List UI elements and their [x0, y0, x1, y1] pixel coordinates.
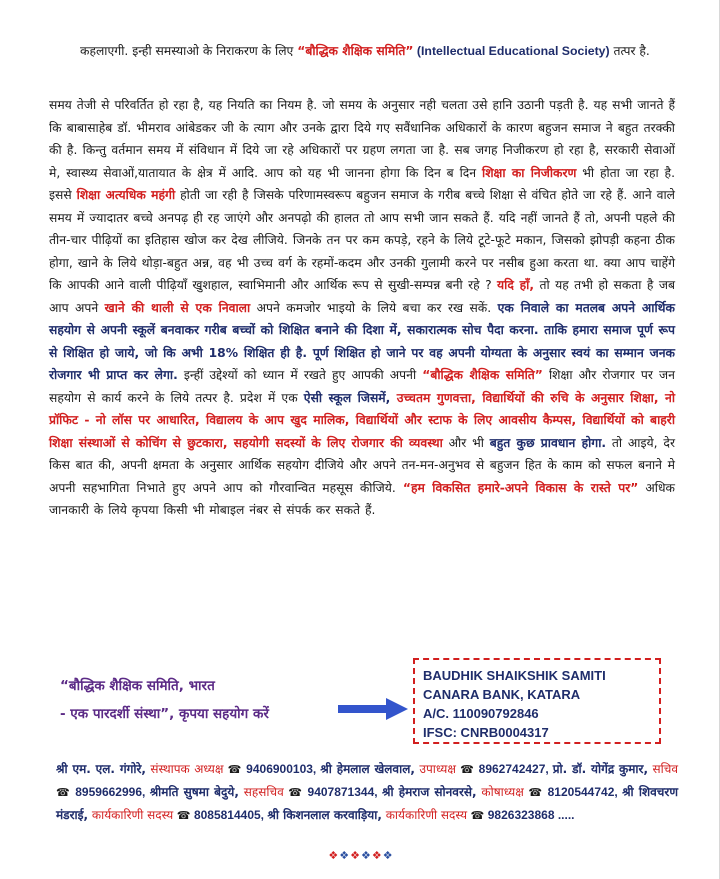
- body-text: इन्हीं उद्देश्यों को ध्यान में रखते हुए आपकी अपनी: [177, 368, 423, 382]
- highlight-yes: यदि हाँ,: [497, 278, 535, 292]
- bank-account-name: BAUDHIK SHAIKSHIK SAMITI: [423, 668, 606, 683]
- contact-phone[interactable]: 9826323868 .....: [487, 808, 575, 822]
- body-text: होती जा रही है जिसके परिणामस्वरूप बहुजन समाज के गरीब बच्चे शिक्षा से वंचित होते जा रहे हैं. आने वाले समय में ज्यादातर बच्चे अनपढ़ ही रह जाएंगे और अनपढ़ो की हालत तो आप सभी जान सकते हैं. यदि नहीं जानते हैं तो, अपनी पहले की तीन-चार पीढ़ियों का इतिहास खोज कर देख लीजिये. जिनके तन पर कम कपड़े, रहने के लिये टूटे-फूटे मकान, जिसको झोपड़ी कहना ठीक होगा, खाने के लिये थोड़ा-बहुत अन्न, वह भी उच्च वर्ग के रहमों-कदम और उनकी गुलामी करने पर नसीब हुआ करता था. क्या आप चाहेंगे कि आपकी आने वाली पीढ़ियाँ खुशहाल, स्वाभिमानी और आर्थिक रूप से सुखी-सम्पन्न बनी रहे ?: [49, 188, 675, 292]
- highlight-meaning: एक निवाले का मतलब अपने आर्थिक सहयोग से अपनी स्कूलें बनवाकर गरीब बच्चों को शिक्षित बनाने की दिशा में, सकारात्मक सोच पैदा करना. ताकि हमारा समाज पूर्ण रूप से शिक्षित हो जाये, जो कि अभी 18% शिक्षित ही है. पूर्ण शिक्षित हो जाने पर वह अपनी योग्यता के अनुसार स्वयं का सम्मान जनक रोजगार भी प्राप्त कर लेगा.: [49, 300, 675, 382]
- contact-name: श्री हेमराज सोनवरसे,: [381, 785, 477, 799]
- contact-role: कार्यकारिणी सदस्य: [381, 808, 468, 822]
- right-arrow-icon: [338, 698, 408, 720]
- contact-phone[interactable]: 8962742427,: [478, 762, 553, 776]
- contact-phone[interactable]: 8959662996,: [75, 785, 150, 799]
- contact-phone[interactable]: 8120544742,: [547, 785, 623, 799]
- highlight-org: “बौद्धिक शैक्षिक समिति”: [422, 368, 543, 382]
- contact-role: कार्यकारिणी सदस्य: [88, 808, 174, 822]
- telephone-icon: ☎: [283, 786, 308, 799]
- contact-phone[interactable]: 9406900103,: [246, 762, 321, 776]
- intro-lead: कहलाएगी. इन्ही समस्याओ के निराकरण के लिए: [80, 44, 298, 58]
- telephone-icon: ☎: [467, 809, 488, 822]
- body-text: भी होता जा रहा है. इससे: [49, 165, 675, 202]
- contact-name: श्री शिवचरण मंडराई,: [56, 785, 679, 822]
- contact-name: श्री किशनलाल करवाड़िया,: [267, 808, 382, 822]
- contact-phone[interactable]: 9407871344,: [307, 785, 382, 799]
- body-text: समय तेजी से परिवर्तित हो रहा है, यह नियति का नियम है. जो समय के अनुसार नही चलता उसे हानि उठानी पड़ती है. यह सभी जानते हैं कि बाबासाहेब डॉ. भीमराव आंबेडकर जी के त्याग और उनके द्वारा दिये गए सवैंधानिक अधिकारों के कारण बहुजन समाज ने बहुत तरक्की की है. किन्तु वर्तमान समय में संविधान में दिये जा रहे अधिकारों पर ग्रहण लगता जा है. सब जगह निजीकरण हो रहा है, सरकारी सेवाओं मे, स्वास्थ्य सेवाओं,यातायात के क्षेत्र में आदि. आप को यह भी जानना होगा कि दिन ब दिन: [49, 98, 675, 180]
- highlight-school: ऐसी स्कूल जिसमें,: [303, 390, 391, 405]
- telephone-icon: ☎: [56, 786, 76, 799]
- motto-line-2: - एक पारदर्शी संस्था”, कृपया सहयोग करें: [60, 706, 269, 722]
- telephone-icon: ☎: [223, 763, 247, 776]
- body-text: तो यह तभी हो सकता है जब आप अपने: [49, 278, 675, 315]
- body-text: अधिक जानकारी के लिये कृपया किसी भी मोबाइल नंबर से संपर्क कर सकते हैं.: [49, 480, 675, 517]
- diamond-ornament-icon: ❖❖❖❖❖❖: [328, 849, 394, 862]
- highlight-provisions: बहुत कुछ प्रावधान होगा.: [489, 435, 607, 450]
- bank-details-box: [413, 658, 661, 744]
- body-text: और भी: [442, 435, 490, 450]
- contact-role: कोषाध्यक्ष: [476, 785, 524, 799]
- body-text: तो आइये, देर किस बात की, अपनी क्षमता के अनुसार आर्थिक सहयोग दीजिये और अपने तन-मन-अनुभव से बहुजन हित के काम को सफल बनाने मे अपनी सहभागिता निभाते हुए अपने आप को गौरवान्वित महसूस कीजिये.: [49, 435, 675, 495]
- contact-name: प्रो. डॉ. योगेंद्र कुमार,: [552, 762, 649, 776]
- highlight-features: उच्चतम गुणवत्ता, विद्यार्थियों की रुचि के अनुसार शिक्षा, नो प्रॉफिट - नो लॉस पर आधारित, विद्यालय के आप खुद मालिक, विद्यार्थियों और स्टाफ के लिए आवसीय कैम्पस, विद्यार्थियों को बाहरी शिक्षा संस्थाओं से कोचिंग से छुटकारा, सहयोगी सदस्यों के लिए रोजगार की व्यवस्था: [49, 390, 675, 450]
- contact-list: [56, 758, 678, 827]
- english-name: (Intellectual Educational Society): [413, 44, 610, 58]
- bank-account-number: A/C. 110090792846: [423, 706, 539, 721]
- highlight-morsel: खाने की थाली से एक निवाला: [104, 300, 251, 315]
- org-name: “बौद्धिक शैक्षिक समिति”: [297, 44, 414, 58]
- contact-name: श्री हेमलाल खेलवाल,: [320, 762, 415, 776]
- highlight-slogan: “हम विकसित हमारे-अपने विकास के रास्ते पर”: [402, 480, 639, 495]
- body-text: अपने कमजोर भाइयो के लिये बचा कर रख सकें.: [250, 300, 498, 315]
- bank-ifsc: IFSC: CNRB0004317: [423, 725, 549, 740]
- contact-role: उपाध्यक्ष: [414, 762, 456, 776]
- intro-paragraph: [80, 40, 675, 63]
- telephone-icon: ☎: [523, 786, 548, 799]
- bank-branch: CANARA BANK, KATARA: [423, 687, 581, 702]
- contact-role: संस्थापक अध्यक्ष: [145, 762, 224, 776]
- contact-name: श्री एम. एल. गंगोरे,: [56, 762, 146, 776]
- contact-role: सचिव: [648, 762, 679, 776]
- contact-phone[interactable]: 8085814405,: [193, 808, 268, 822]
- intro-tail: तत्पर है.: [609, 44, 650, 58]
- telephone-icon: ☎: [455, 763, 479, 776]
- motto-line-1: “बौद्धिक शैक्षिक समिति, भारत: [60, 678, 215, 694]
- contact-role: सहसचिव: [238, 785, 284, 799]
- telephone-icon: ☎: [173, 809, 194, 822]
- highlight-privatization: शिक्षा का निजीकरण: [482, 165, 577, 180]
- contact-name: श्रीमति सुषमा बेदुये,: [149, 785, 239, 799]
- main-paragraph: [49, 94, 675, 522]
- highlight-expensive: शिक्षा अत्यधिक महंगी: [76, 188, 176, 202]
- body-text: शिक्षा और रोजगार पर जन सहयोग से कार्य करने के लिये तत्पर है. प्रदेश में एक: [49, 368, 675, 405]
